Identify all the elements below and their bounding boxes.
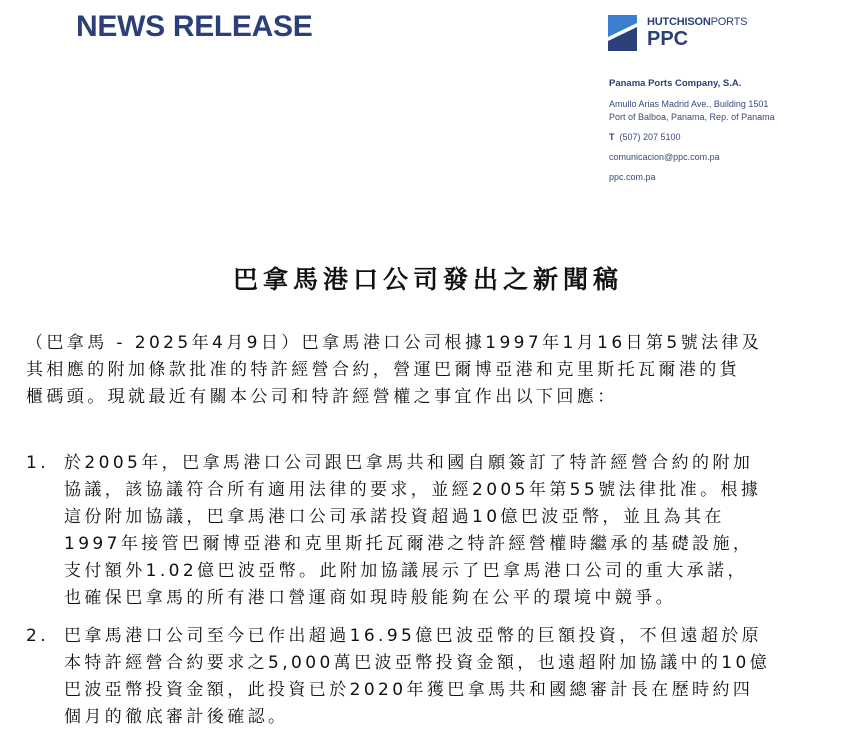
intro-line: 其相應的附加條款批准的特許經營合約，營運巴爾博亞港和克里斯托瓦爾港的貨 bbox=[26, 360, 740, 380]
list-item-line: 1997年接管巴爾博亞港和克里斯托瓦爾港之特許經營權時繼承的基礎設施， bbox=[64, 534, 754, 554]
address-line-1: Amullo Arias Madrid Ave., Building 1501 bbox=[609, 99, 769, 109]
phone-label: T bbox=[609, 132, 615, 142]
address-line-2: Port of Balboa, Panama, Rep. of Panama bbox=[609, 112, 775, 122]
list-item-line: 支付額外1.02億巴波亞幣。此附加協議展示了巴拿馬港口公司的重大承諾， bbox=[64, 561, 748, 581]
list-item-line: 也確保巴拿馬的所有港口營運商如現時般能夠在公平的環境中競爭。 bbox=[64, 588, 676, 608]
list-item-line: 本特許經營合約要求之5,000萬巴波亞幣投資金額，也遠超附加協議中的10億 bbox=[64, 653, 771, 673]
list-item-line: 巴拿馬港口公司至今已作出超過16.95億巴波亞幣的巨額投資，不但遠超於原 bbox=[64, 626, 763, 646]
list-item-1 bbox=[26, 450, 826, 612]
list-item-2 bbox=[26, 623, 826, 731]
list-item-line: 這份附加協議，巴拿馬港口公司承諾投資超過10億巴波亞幣，並且為其在 bbox=[64, 507, 725, 527]
email-link[interactable]: comunicacion@ppc.com.pa bbox=[609, 152, 720, 162]
document-title: 巴拿馬港口公司發出之新聞稿 bbox=[232, 265, 623, 294]
intro-line: （巴拿馬 - 2025年4月9日）巴拿馬港口公司根據1997年1月16日第5號法律及 bbox=[26, 333, 763, 353]
logo-brand-text: HUTCHISONPORTS bbox=[647, 16, 748, 28]
list-number: 2. bbox=[26, 626, 50, 646]
ppc-logo-mark-icon bbox=[608, 15, 637, 51]
phone bbox=[609, 132, 681, 142]
company-name: Panama Ports Company, S.A. bbox=[609, 78, 742, 89]
intro-line: 櫃碼頭。現就最近有關本公司和特許經營權之事宜作出以下回應： bbox=[26, 387, 618, 407]
list-item-line: 個月的徹底審計後確認。 bbox=[64, 707, 289, 727]
hutchison-ports-ppc-logo bbox=[608, 15, 828, 55]
list-number: 1. bbox=[26, 453, 50, 473]
logo-short-name: PPC bbox=[647, 28, 689, 50]
intro-paragraph bbox=[26, 330, 826, 411]
list-item-line: 協議，該協議符合所有適用法律的要求，並經2005年第55號法律批准。根據 bbox=[64, 480, 762, 500]
phone-number: (507) 207 5100 bbox=[619, 132, 681, 142]
list-item-line: 於2005年，巴拿馬港口公司跟巴拿馬共和國自願簽訂了特許經營合約的附加 bbox=[64, 453, 754, 473]
list-item-line: 巴波亞幣投資金額，此投資已於2020年獲巴拿馬共和國總審計長在歷時約四 bbox=[64, 680, 754, 700]
website-link[interactable]: ppc.com.pa bbox=[609, 172, 656, 182]
news-release-heading: NEWS RELEASE bbox=[76, 10, 313, 43]
